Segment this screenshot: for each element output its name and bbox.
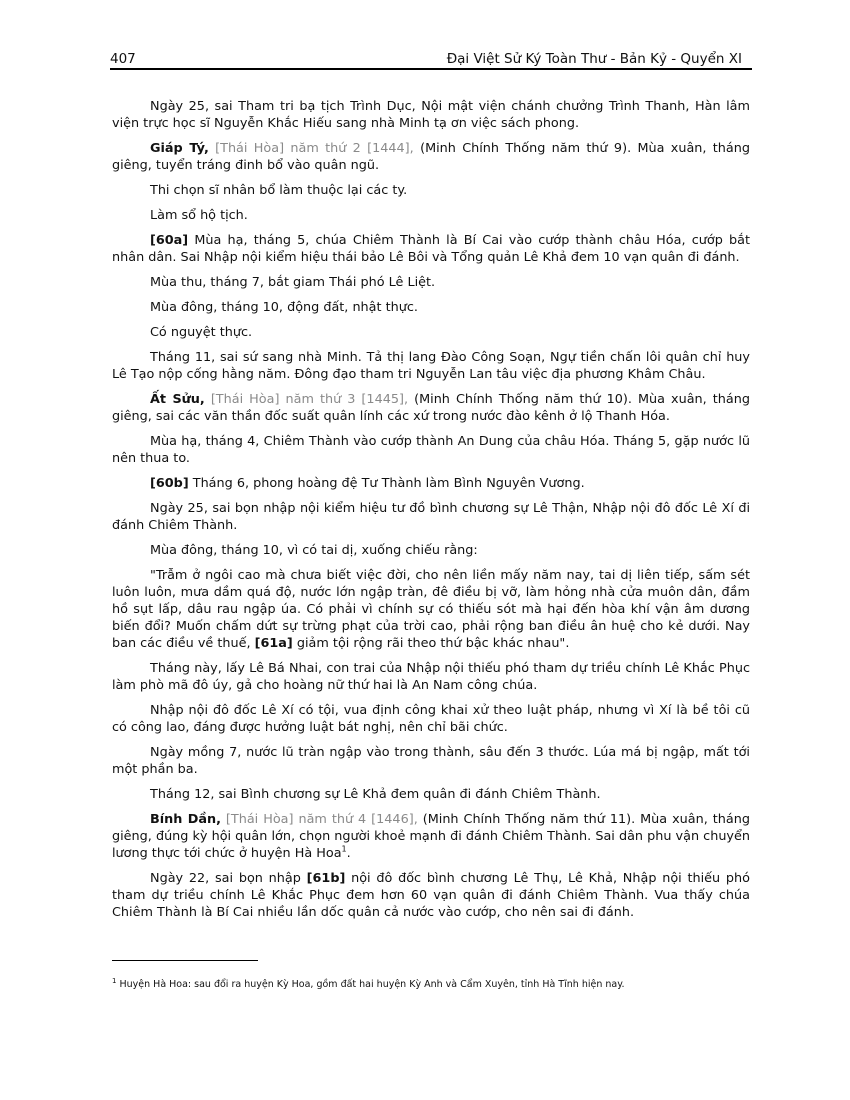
paragraph-text: Ngày 22, sai bọn nhập — [150, 871, 301, 886]
paragraph: Tháng 11, sai sứ sang nhà Minh. Tả thị lang Đào Công Soạn, Ngự tiền chấn lôi quân chỉ huy Lê Tạo nộp cống hằng năm. Đông đạo tham tri Nguyễn Lan tâu việc địa phương Khâm Châu. — [112, 350, 750, 382]
paragraph: Tháng này, lấy Lê Bá Nhai, con trai của Nhập nội thiếu phó tham dự triều chính Lê Khắc Phục làm phò mã đô úy, gả cho hoàng nữ thứ hai là An Nam công chúa. — [112, 661, 750, 693]
folio-marker: [61b] — [306, 871, 346, 886]
running-title: Đại Việt Sử Ký Toàn Thư - Bản Kỷ - Quyển XI — [446, 51, 742, 67]
year-heading: Ất Sửu, — [150, 392, 205, 407]
paragraph: Có nguyệt thực. — [150, 325, 253, 340]
paragraph: Làm sổ hộ tịch. — [150, 208, 248, 223]
paragraph-text: giảm tội rộng rãi theo thứ bậc khác nhau". — [296, 636, 570, 651]
paragraph-text: "Trẫm ở ngôi cao mà chưa biết việc đời, cho nên liền mấy năm nay, tai dị liên tiếp, sấm sét luôn luôn, mưa dầm quá độ, nước lớn ngập tràn, đê điều bị vỡ, làm hỏng nhà cửa muôn dân, đầm hồ sụt lấp, dâu rau ngập úa. Có phải vì chính sự có thiếu sót mà hại đến hòa khí vận âm dương biến đổi? Muốn chấm dứt sự trừng phạt của trời cao, phải rộng ban điều ân huệ cho kẻ dưới. Nay ban các điều về thuế, — [112, 568, 750, 651]
paragraph-year-entry — [112, 391, 750, 425]
paragraph-folio — [112, 232, 750, 266]
paragraph-text: Mùa hạ, tháng 5, chúa Chiêm Thành là Bí Cai vào cướp thành châu Hóa, cướp bắt nhân dân. Sai Nhập nội kiểm hiệu thái bảo Lê Bôi và Tổng quản Lê Khả đem 10 vạn quân đi đánh. — [112, 233, 750, 265]
paragraph-text: (Minh Chính Thống năm thứ 11). Mùa xuân, tháng giêng, đúng kỳ hội quân lớn, chọn người khoẻ mạnh đi đánh Chiêm Thành. Sai dân phu vận chuyển lương thực tới chức ở huyện Hà Hoa — [112, 812, 750, 861]
paragraph: Ngày 25, sai bọn nhập nội kiểm hiệu tư đồ bình chương sự Lê Thận, Nhập nội đô đốc Lê Xí đi đánh Chiêm Thành. — [112, 501, 750, 533]
folio-marker: [60a] — [150, 233, 189, 248]
main-text — [112, 98, 750, 929]
paragraph: Tháng 12, sai Bình chương sự Lê Khả đem quân đi đánh Chiêm Thành. — [150, 787, 601, 802]
paragraph: Thi chọn sĩ nhân bổ làm thuộc lại các ty. — [150, 183, 408, 198]
folio-marker: [60b] — [150, 476, 189, 491]
paragraph: Mùa đông, tháng 10, vì có tai dị, xuống chiếu rằng: — [150, 543, 478, 558]
paragraph-text: nội đô đốc bình chương Lê Thụ, Lê Khả, Nhập nội thiếu phó tham dự triều chính Lê Khắc Phục đem hơn 60 vạn quân đi đánh Chiêm Thành. Vua thấy chúa Chiêm Thành là Bí Cai nhiều lần dốc quân cả nước vào cướp, cho nên sai đi đánh. — [112, 871, 750, 920]
paragraph: Nhập nội đô đốc Lê Xí có tội, vua định công khai xử theo luật pháp, nhưng vì Xí là bề tôi cũ có công lao, đáng được hưởng luật bát nghị, nên chỉ bãi chức. — [112, 703, 750, 735]
page-number: 407 — [110, 51, 136, 67]
paragraph-text: (Minh Chính Thống năm thứ 9). Mùa xuân, tháng giêng, tuyển tráng đinh bổ vào quân ngũ. — [112, 141, 750, 173]
paragraph-end: . — [346, 846, 351, 861]
page-header — [110, 50, 752, 68]
folio-marker: [61a] — [254, 636, 293, 651]
paragraph: Ngày mồng 7, nước lũ tràn ngập vào trong thành, sâu đến 3 thước. Lúa má bị ngập, mất tới một phần ba. — [112, 745, 750, 777]
footnote — [112, 978, 752, 991]
year-heading: Bính Dần, — [150, 812, 221, 827]
paragraph: Mùa hạ, tháng 4, Chiêm Thành vào cướp thành An Dung của châu Hóa. Tháng 5, gặp nước lũ nên thua to. — [112, 434, 750, 466]
reign-year: [Thái Hòa] năm thứ 4 [1446], — [225, 812, 418, 827]
paragraph: Mùa đông, tháng 10, động đất, nhật thực. — [150, 300, 418, 315]
footnote-text: Huyện Hà Hoa: sau đổi ra huyện Kỳ Hoa, gồm đất hai huyện Kỳ Anh và Cẩm Xuyên, tỉnh Hà Tĩnh hiện nay. — [119, 979, 625, 990]
paragraph-edict — [112, 567, 750, 652]
footnote-reference[interactable]: 1 — [341, 844, 347, 854]
reign-year: [Thái Hòa] năm thứ 3 [1445], — [210, 392, 409, 407]
paragraph-folio — [112, 475, 750, 492]
footnote-separator — [112, 960, 258, 961]
paragraph-text: Tháng 6, phong hoàng đệ Tư Thành làm Bình Nguyên Vương. — [192, 476, 585, 491]
year-heading: Giáp Tý, — [150, 141, 209, 156]
paragraph-year-entry — [112, 811, 750, 862]
paragraph: Mùa thu, tháng 7, bắt giam Thái phó Lê Liệt. — [150, 275, 436, 290]
header-rule — [110, 68, 752, 70]
paragraph-year-entry — [112, 140, 750, 174]
paragraph: Ngày 25, sai Tham tri bạ tịch Trình Dục, Nội mật viện chánh chưởng Trình Thanh, Hàn lâm viện trực học sĩ Nguyễn Khắc Hiếu sang nhà Minh tạ ơn việc sách phong. — [112, 99, 750, 131]
paragraph-text: (Minh Chính Thống năm thứ 10). Mùa xuân, tháng giêng, sai các văn thần đốc suất quân lính các xứ trong nước đào kênh ở lộ Thanh Hóa. — [112, 392, 750, 424]
paragraph-folio — [112, 870, 750, 921]
reign-year: [Thái Hòa] năm thứ 2 [1444], — [215, 141, 414, 156]
footnote-marker: 1 — [112, 976, 117, 985]
